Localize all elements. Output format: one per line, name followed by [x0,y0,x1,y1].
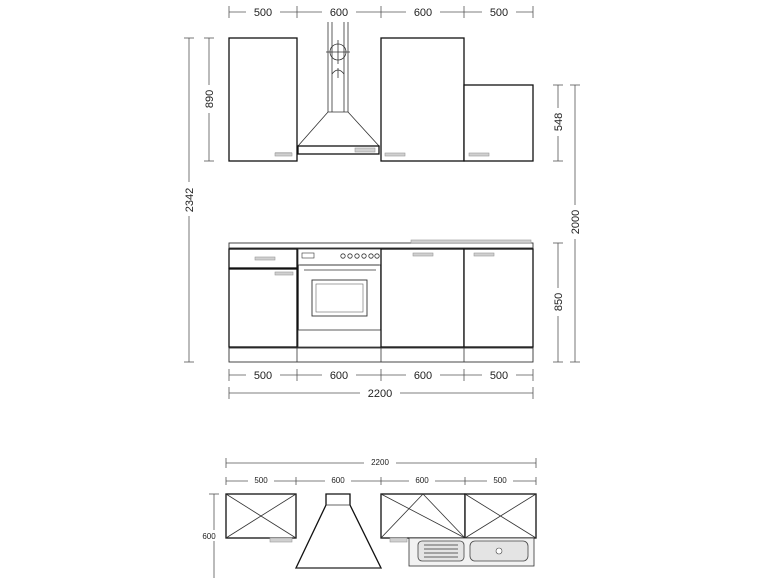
plan-depth-dimension [200,494,220,578]
top-width-2: 600 [329,7,349,19]
base-cabinet-4 [464,249,533,347]
right-height-dimensions [551,85,582,362]
wall-cabinet-4 [464,85,533,161]
plan-width-3: 600 [415,476,429,485]
bottom-width-dimensions [229,367,533,400]
plan-cabinet-4 [465,494,536,538]
plan-width-4: 500 [493,476,507,485]
top-to-floor-label: 2000 [570,209,582,235]
total-width-label: 2200 [367,388,393,400]
base-height-label: 850 [553,292,565,312]
plan-width-1: 500 [254,476,268,485]
plan-width-2: 600 [331,476,345,485]
plan-width-dimensions [226,475,536,485]
base-cabinet-3 [381,249,464,347]
bottom-width-3: 600 [413,370,433,382]
left-height-dimensions [182,38,216,362]
top-width-dimensions [229,4,533,19]
top-width-4: 500 [489,7,509,19]
top-width-1: 500 [253,7,273,19]
plan-cabinet-1 [226,494,296,542]
total-height-label: 2342 [184,187,196,213]
bottom-width-2: 600 [329,370,349,382]
wall-cabinet-1 [229,38,297,161]
base-cabinet-1 [229,249,297,347]
wall-small-height-label: 548 [553,112,565,132]
plan-depth-label: 600 [202,532,216,541]
top-width-3: 600 [413,7,433,19]
wall-cabinet-3 [381,38,464,161]
wall-height-label: 890 [204,89,216,109]
plinth [229,348,533,362]
bottom-width-4: 500 [489,370,509,382]
plan-cabinet-3 [381,494,465,538]
plan-hood [296,494,381,568]
oven-stove [298,249,381,347]
plan-sink [390,538,534,566]
extractor-hood [298,22,379,154]
plan-total-width-dimension [226,456,536,468]
worktop [229,240,533,248]
bottom-width-1: 500 [253,370,273,382]
plan-total-width-label: 2200 [371,458,389,467]
